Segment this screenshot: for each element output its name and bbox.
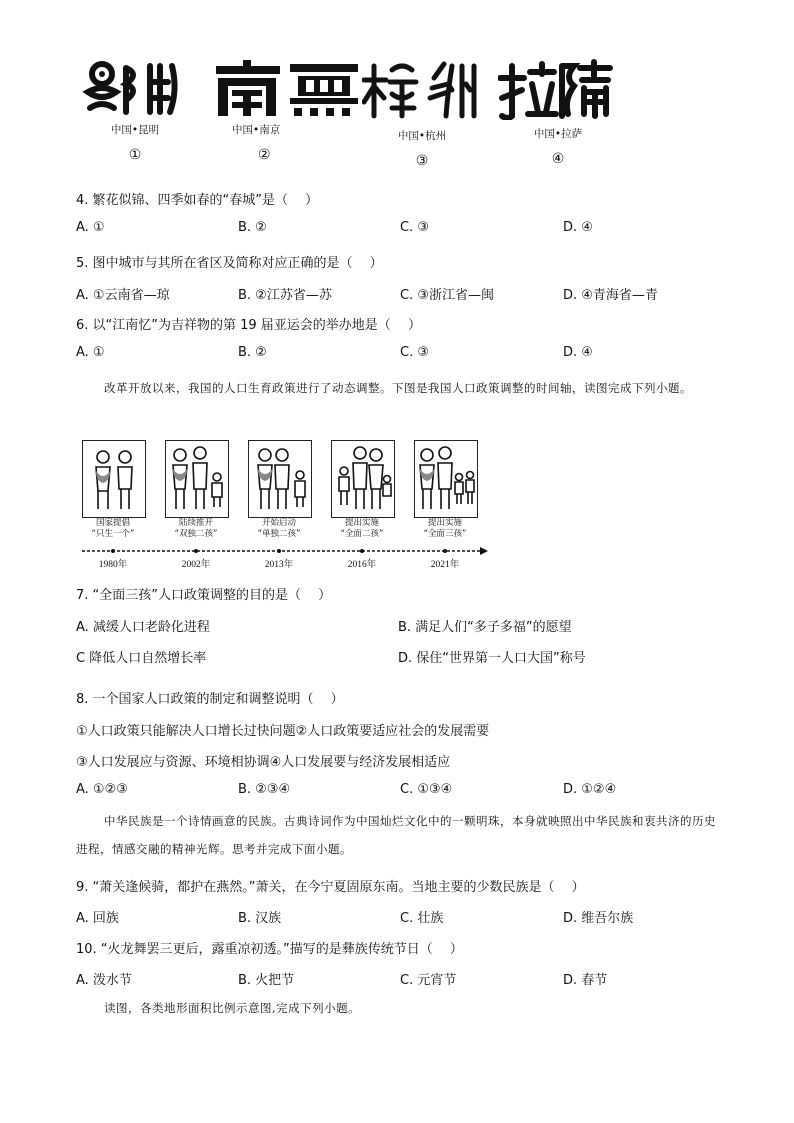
question-9: 9. “萧关逢候骑，都护在燕然。”萧关，在今宁夏固原东南。当地主要的少数民族是（ ）	[76, 880, 585, 895]
q10-option-c[interactable]: C. 元宵节	[400, 973, 457, 988]
nanjing-logo-icon	[210, 58, 365, 120]
q8-statements-1: ①人口政策只能解决人口增长过快问题②人口政策要适应社会的发展需要	[76, 724, 490, 739]
timeline-label-2021	[405, 518, 485, 540]
q5-option-a[interactable]: A. ①云南省—琼	[76, 288, 170, 303]
q4-option-c[interactable]: C. ③	[400, 220, 429, 235]
q8-option-c[interactable]: C. ①③④	[400, 782, 453, 797]
family-second-child-icon	[332, 441, 394, 517]
q6-option-b[interactable]: B. ②	[238, 345, 267, 360]
kunming-logo-icon	[80, 58, 190, 120]
timeline-label-line1: 提出实施	[427, 518, 462, 528]
timeline-label-line1: 提出实施	[344, 518, 379, 528]
q4-option-a[interactable]: A. ①	[76, 220, 105, 235]
family-two-children-icon	[166, 441, 228, 517]
q9-option-b[interactable]: B. 汉族	[238, 911, 282, 926]
q8-option-b[interactable]: B. ②③④	[238, 782, 291, 797]
question-10: 10. “火龙舞罢三更后，露重凉初透。”描写的是彝族传统节日（ ）	[76, 942, 463, 957]
q4-option-d[interactable]: D. ④	[563, 220, 593, 235]
timeline-label-line2: “全面二孩”	[340, 529, 384, 539]
q9-option-c[interactable]: C. 壮族	[400, 911, 444, 926]
q7-option-d[interactable]: D. 保住“世界第一人口大国”称号	[398, 651, 586, 666]
question-6: 6. 以“江南忆”为吉祥物的第 19 届亚运会的举办地是（ ）	[76, 318, 421, 333]
city-caption: 中国•南京	[232, 124, 281, 136]
q10-option-b[interactable]: B. 火把节	[238, 973, 295, 988]
timeline-image-2021	[414, 440, 478, 518]
population-policy-timeline	[82, 440, 492, 570]
question-7: 7. “全面三孩”人口政策调整的目的是（ ）	[76, 588, 332, 603]
timeline-label-2013	[239, 518, 319, 540]
population-policy-intro: 改革开放以来，我国的人口生育政策进行了动态调整。下图是我国人口政策调整的时间轴，读图完成下列小题。	[104, 381, 692, 395]
family-three-children-icon	[415, 441, 477, 517]
family-one-child-icon	[249, 441, 311, 517]
city-caption: 中国•杭州	[397, 130, 447, 142]
poetry-intro: 中华民族是一个诗情画意的民族。古典诗词作为中国灿烂文化中的一颗明珠，本身就映照出中华民族和衷共济的历史进程，情感交融的精神光辉。思考并完成下面小题。	[76, 814, 716, 856]
city-nanjing	[210, 58, 365, 163]
timeline-label-1980	[73, 518, 153, 540]
city-caption: 中国•拉萨	[533, 128, 583, 140]
city-caption: 中国•昆明	[110, 124, 160, 136]
q8-option-d[interactable]: D. ①②④	[563, 782, 617, 797]
timeline-label-line1: 国家提倡	[95, 518, 130, 528]
timeline-label-2002	[156, 518, 236, 540]
question-8: 8. 一个国家人口政策的制定和调整说明（ ）	[76, 692, 344, 707]
timeline-image-2013	[248, 440, 312, 518]
city-number: ④	[551, 151, 565, 167]
city-kunming	[80, 58, 190, 163]
q7-option-a[interactable]: A. 减缓人口老龄化进程	[76, 620, 210, 635]
timeline-label-line2: “双独二孩”	[174, 529, 218, 539]
arrow-right-icon	[480, 547, 488, 555]
q8-statements-2: ③人口发展应与资源、环境相协调④人口发展要与经济发展相适应	[76, 755, 451, 770]
timeline-label-line1: 陆续推开	[178, 518, 213, 528]
q5-option-b[interactable]: B. ②江苏省—苏	[238, 288, 332, 303]
timeline-year-1980: 1980年	[98, 560, 128, 570]
q5-option-c[interactable]: C. ③浙江省—闽	[400, 288, 494, 303]
city-number: ③	[415, 153, 429, 169]
city-lhasa	[498, 58, 618, 167]
timeline-label-2016	[322, 518, 402, 540]
hangzhou-logo-icon	[362, 58, 482, 120]
question-4: 4. 繁花似锦、四季如春的“春城”是（ ）	[76, 193, 319, 208]
timeline-label-line2: “单独二孩”	[257, 529, 301, 539]
family-two-adults-icon	[83, 441, 145, 517]
lhasa-logo-icon	[498, 58, 618, 120]
city-logo-row	[80, 58, 640, 178]
q6-option-d[interactable]: D. ④	[563, 345, 593, 360]
timeline-year-2002: 2002年	[181, 560, 211, 570]
city-number: ①	[128, 147, 142, 163]
q10-option-a[interactable]: A. 泼水节	[76, 973, 132, 988]
q5-option-d[interactable]: D. ④青海省—青	[563, 288, 658, 303]
city-hangzhou	[362, 58, 482, 169]
timeline-image-1980	[82, 440, 146, 518]
question-5: 5. 图中城市与其所在省区及简称对应正确的是（ ）	[76, 256, 383, 271]
timeline-year-2021: 2021年	[430, 560, 460, 570]
terrain-intro: 读图，各类地形面积比例示意图,完成下列小题。	[104, 1001, 361, 1015]
q6-option-c[interactable]: C. ③	[400, 345, 429, 360]
q6-option-a[interactable]: A. ①	[76, 345, 105, 360]
q9-option-d[interactable]: D. 维吾尔族	[563, 911, 634, 926]
timeline-label-line1: 开始启动	[261, 518, 296, 528]
timeline-label-line2: “只生一个”	[91, 529, 135, 539]
timeline-image-2016	[331, 440, 395, 518]
q9-option-a[interactable]: A. 回族	[76, 911, 119, 926]
city-number: ②	[258, 147, 271, 163]
timeline-year-2013: 2013年	[264, 560, 294, 570]
q7-option-b[interactable]: B. 满足人们“多子多福”的愿望	[398, 620, 572, 635]
timeline-label-line2: “全面三孩”	[423, 529, 467, 539]
timeline-image-2002	[165, 440, 229, 518]
timeline-year-2016: 2016年	[347, 560, 377, 570]
q10-option-d[interactable]: D. 春节	[563, 973, 608, 988]
q4-option-b[interactable]: B. ②	[238, 220, 267, 235]
q7-option-c[interactable]: C 降低人口自然增长率	[76, 651, 207, 666]
q8-option-a[interactable]: A. ①②③	[76, 782, 128, 797]
